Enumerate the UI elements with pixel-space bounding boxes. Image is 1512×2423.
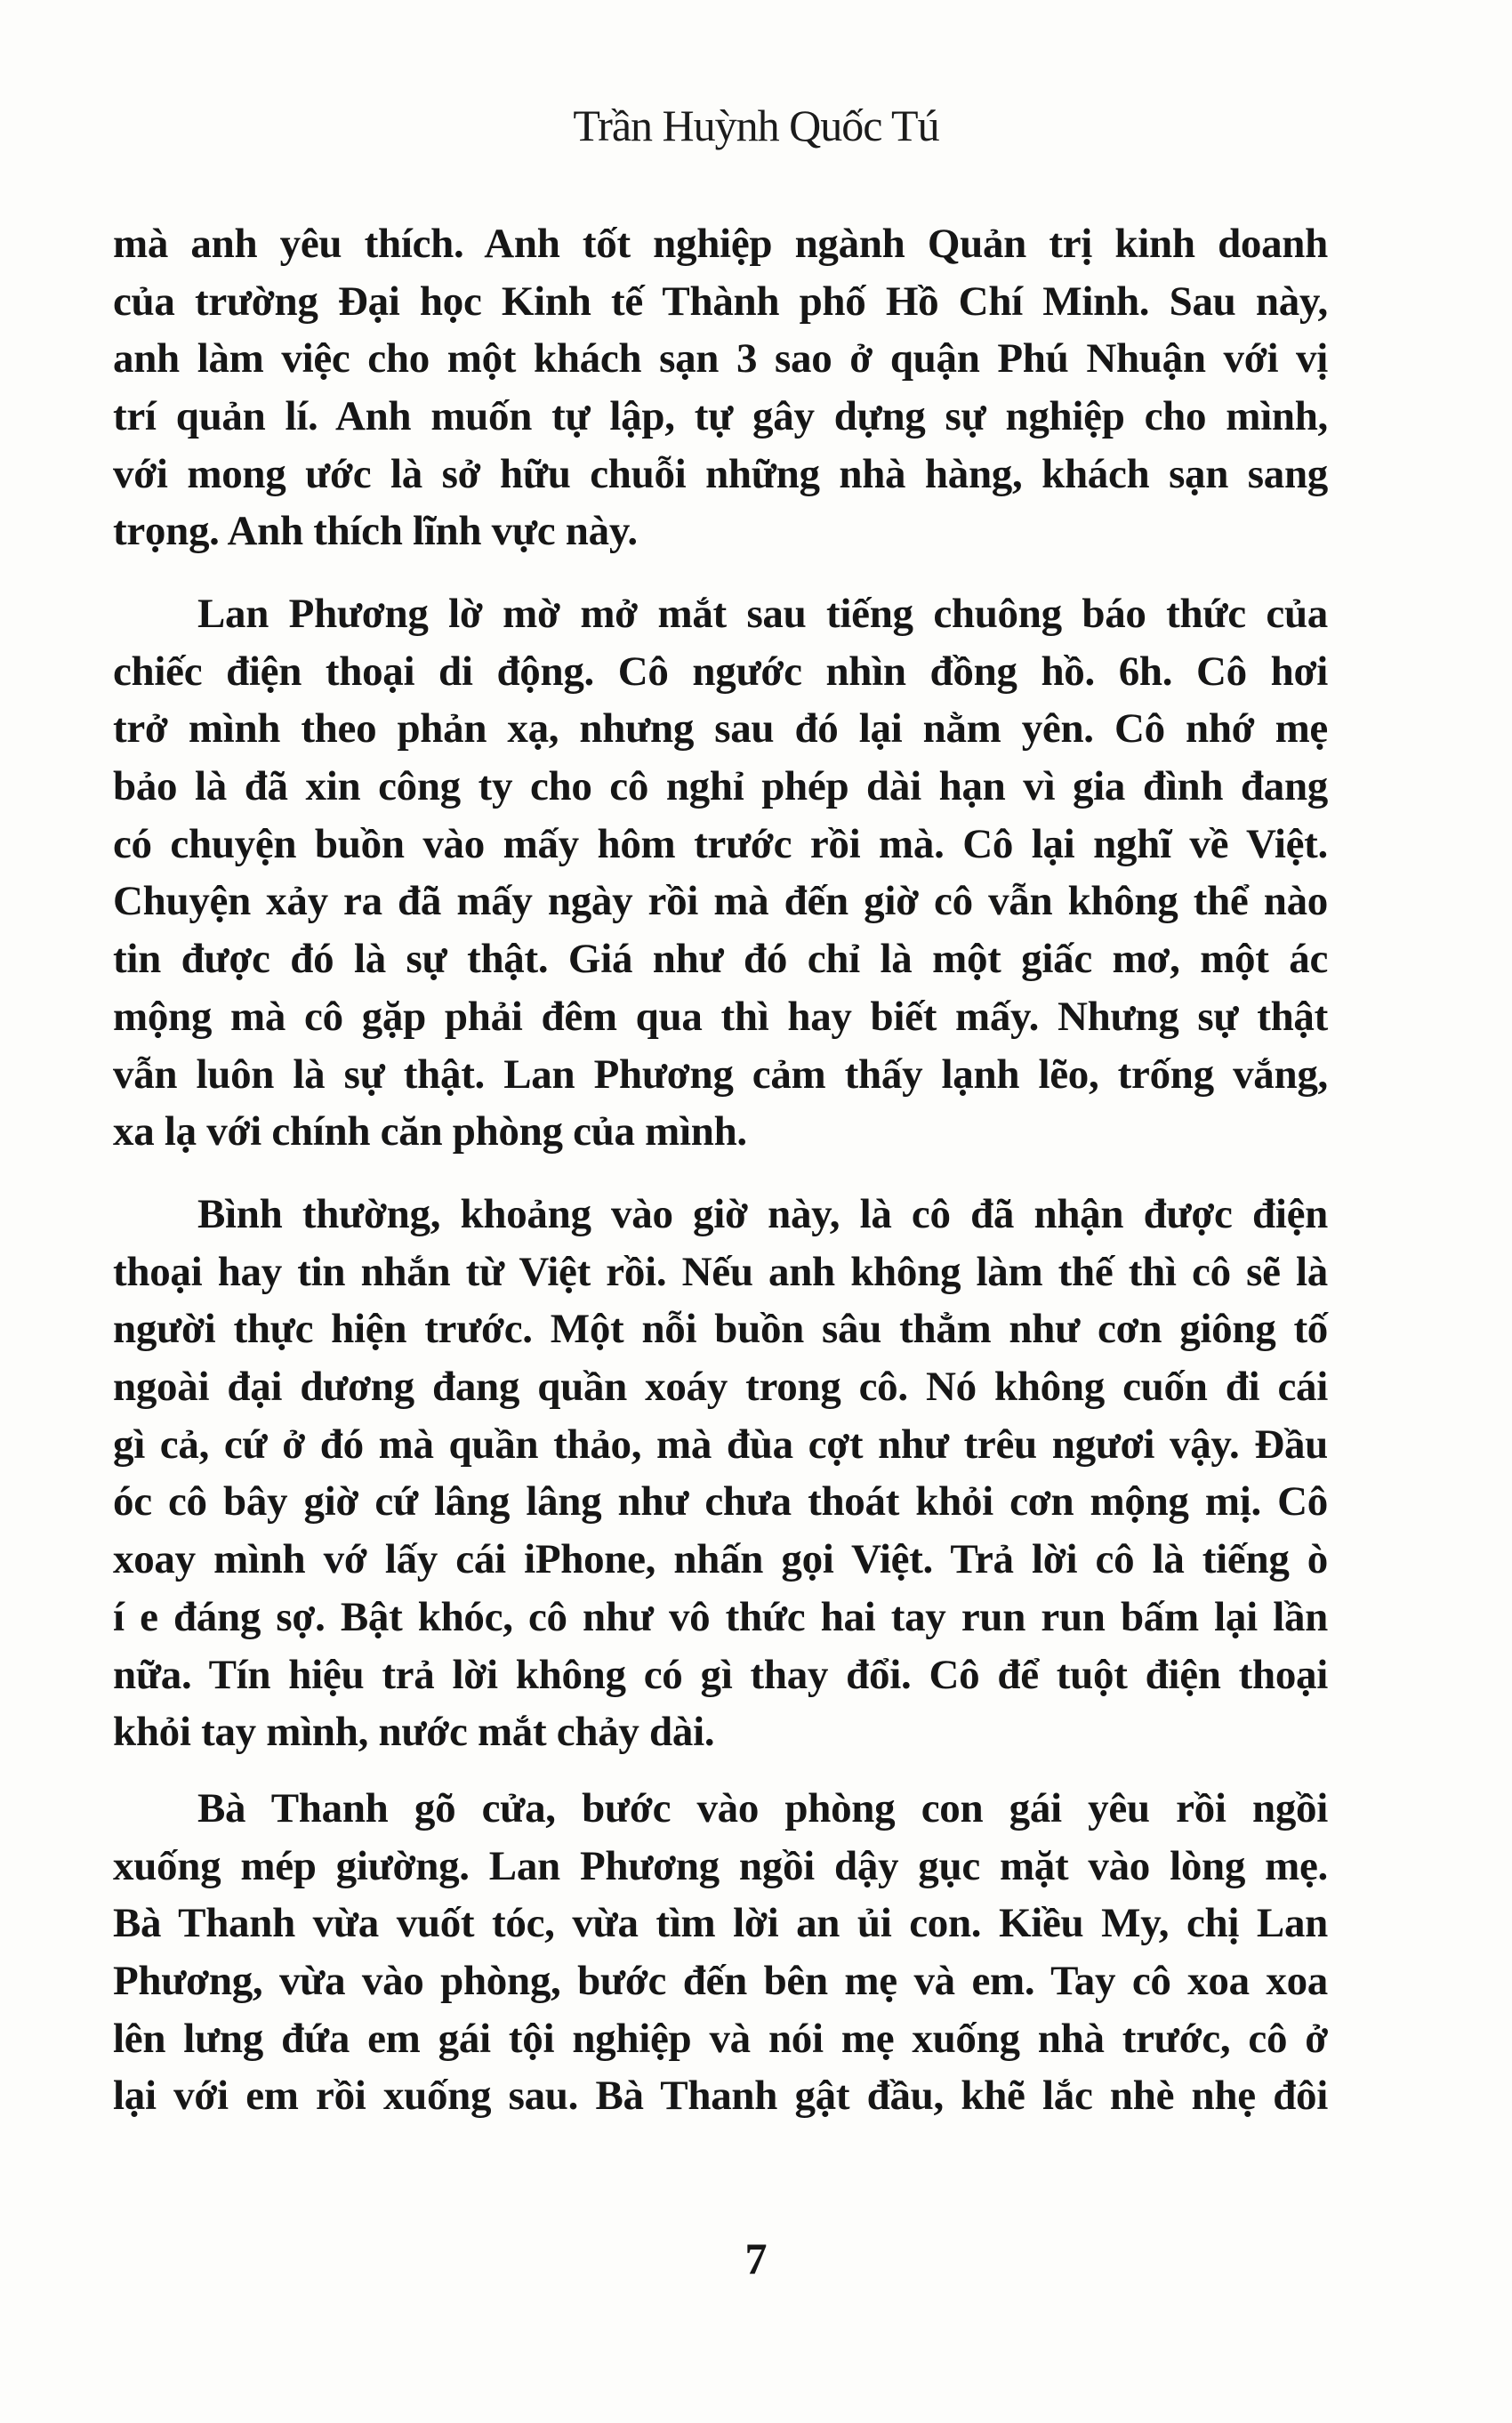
text-line: tin được đó là sự thật. Giá như đó chỉ là một giấc mơ, một ác (113, 936, 1328, 983)
text-line: Phương, vừa vào phòng, bước đến bên mẹ và em. Tay cô xoa xoa (113, 1958, 1328, 2005)
text-line: í e đáng sợ. Bật khóc, cô như vô thức hai tay run run bấm lại lần (113, 1593, 1328, 1640)
text-line: Bà Thanh vừa vuốt tóc, vừa tìm lời an ủi con. Kiều My, chị Lan (113, 1900, 1328, 1947)
running-head-author: Trần Huỳnh Quốc Tú (573, 101, 939, 150)
text-line: óc cô bây giờ cứ lâng lâng như chưa thoát khỏi cơn mộng mị. Cô (113, 1478, 1328, 1525)
text-line: Chuyện xảy ra đã mấy ngày rồi mà đến giờ cô vẫn không thể nào (113, 878, 1328, 925)
text-line: khỏi tay mình, nước mắt chảy dài. (113, 1709, 715, 1756)
text-line: nữa. Tín hiệu trả lời không có gì thay đổi. Cô để tuột điện thoại (113, 1651, 1328, 1698)
text-line: xoay mình vớ lấy cái iPhone, nhấn gọi Việt. Trả lời cô là tiếng ò (113, 1536, 1328, 1583)
text-line: anh làm việc cho một khách sạn 3 sao ở quận Phú Nhuận với vị (113, 335, 1328, 382)
text-line: vẫn luôn là sự thật. Lan Phương cảm thấy lạnh lẽo, trống vắng, (113, 1051, 1328, 1098)
text-line: lên lưng đứa em gái tội nghiệp và nói mẹ xuống nhà trước, cô ở (113, 2015, 1328, 2062)
text-line: mộng mà cô gặp phải đêm qua thì hay biết mấy. Nhưng sự thật (113, 993, 1328, 1040)
text-line: xuống mép giường. Lan Phương ngồi dậy gục mặt vào lòng mẹ. (113, 1842, 1328, 1889)
text-line: Lan Phương lờ mờ mở mắt sau tiếng chuông báo thức của (197, 591, 1328, 637)
text-line: có chuyện buồn vào mấy hôm trước rồi mà. Cô lại nghĩ về Việt. (113, 820, 1328, 867)
page-number: 7 (744, 2234, 768, 2283)
paragraph (113, 1780, 1328, 2125)
paragraph (113, 215, 1328, 560)
text-line: trí quản lí. Anh muốn tự lập, tự gây dựng sự nghiệp cho mình, (113, 393, 1328, 440)
text-line: người thực hiện trước. Một nỗi buồn sâu thẳm như cơn giông tố (113, 1306, 1328, 1353)
text-line: thoại hay tin nhắn từ Việt rồi. Nếu anh không làm thế thì cô sẽ là (113, 1248, 1328, 1295)
text-line: của trường Đại học Kinh tế Thành phố Hồ Chí Minh. Sau này, (113, 278, 1328, 325)
text-line: với mong ước là sở hữu chuỗi những nhà hàng, khách sạn sang (113, 450, 1328, 497)
text-line: gì cả, cứ ở đó mà quần thảo, mà đùa cợt như trêu ngươi vậy. Đầu (113, 1421, 1328, 1468)
text-line: xa lạ với chính căn phòng của mình. (113, 1108, 747, 1155)
text-line: Bà Thanh gõ cửa, bước vào phòng con gái yêu rồi ngồi (197, 1785, 1328, 1831)
text-line: lại với em rồi xuống sau. Bà Thanh gật đầu, khẽ lắc nhè nhẹ đôi (113, 2073, 1328, 2120)
text-line: ngoài đại dương đang quần xoáy trong cô. Nó không cuốn đi cái (113, 1364, 1328, 1411)
text-line: mà anh yêu thích. Anh tốt nghiệp ngành Quản trị kinh doanh (113, 221, 1328, 267)
paragraph (113, 585, 1328, 1161)
text-line: trở mình theo phản xạ, nhưng sau đó lại nằm yên. Cô nhớ mẹ (113, 705, 1328, 753)
text-line: bảo là đã xin công ty cho cô nghỉ phép dài hạn vì gia đình đang (113, 763, 1328, 810)
paragraph (113, 1186, 1328, 1761)
text-line: trọng. Anh thích lĩnh vực này. (113, 508, 638, 555)
text-line: Bình thường, khoảng vào giờ này, là cô đã nhận được điện (197, 1191, 1328, 1237)
text-line: chiếc điện thoại di động. Cô ngước nhìn đồng hồ. 6h. Cô hơi (113, 648, 1328, 695)
